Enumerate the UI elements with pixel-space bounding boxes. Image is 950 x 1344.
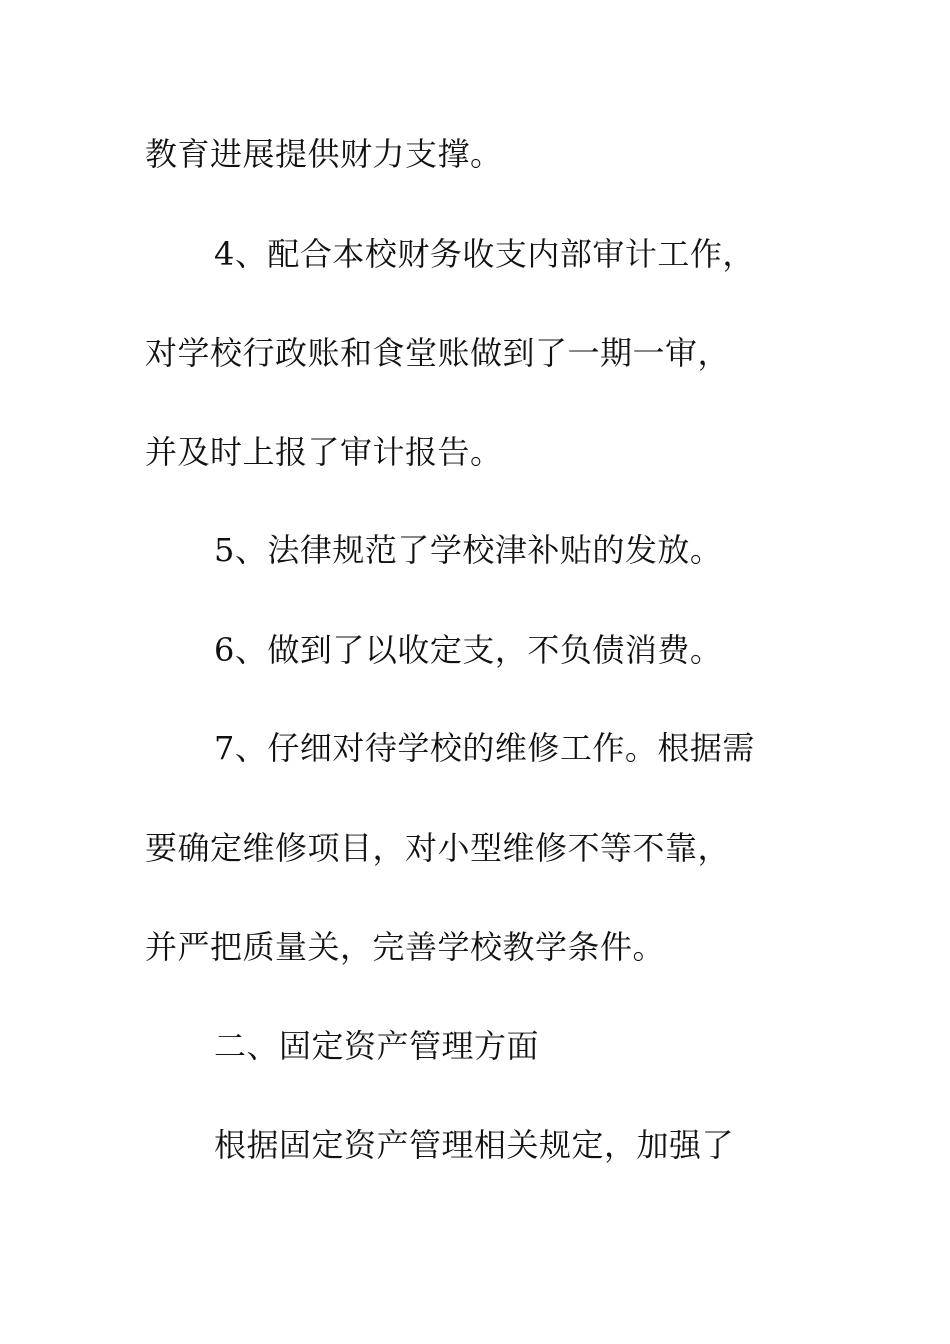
text-line: 4、配合本校财务收支内部审计工作，: [214, 235, 755, 273]
text-line: 根据固定资产管理相关规定，加强了: [214, 1126, 735, 1164]
section-heading: 二、固定资产管理方面: [214, 1027, 540, 1065]
text-line: 7、仔细对待学校的维修工作。根据需: [214, 729, 755, 767]
text-line: 教育进展提供财力支撑。: [145, 135, 503, 173]
text-line: 6、做到了以收定支，不负债消费。: [214, 631, 723, 669]
text-line: 并及时上报了审计报告。: [145, 433, 503, 471]
text-line: 5、法律规范了学校津补贴的发放。: [214, 531, 723, 569]
text-line: 并严把质量关，完善学校教学条件。: [145, 928, 666, 966]
text-line: 对学校行政账和食堂账做到了一期一审，: [145, 334, 731, 372]
text-line: 要确定维修项目，对小型维修不等不靠，: [145, 829, 731, 867]
